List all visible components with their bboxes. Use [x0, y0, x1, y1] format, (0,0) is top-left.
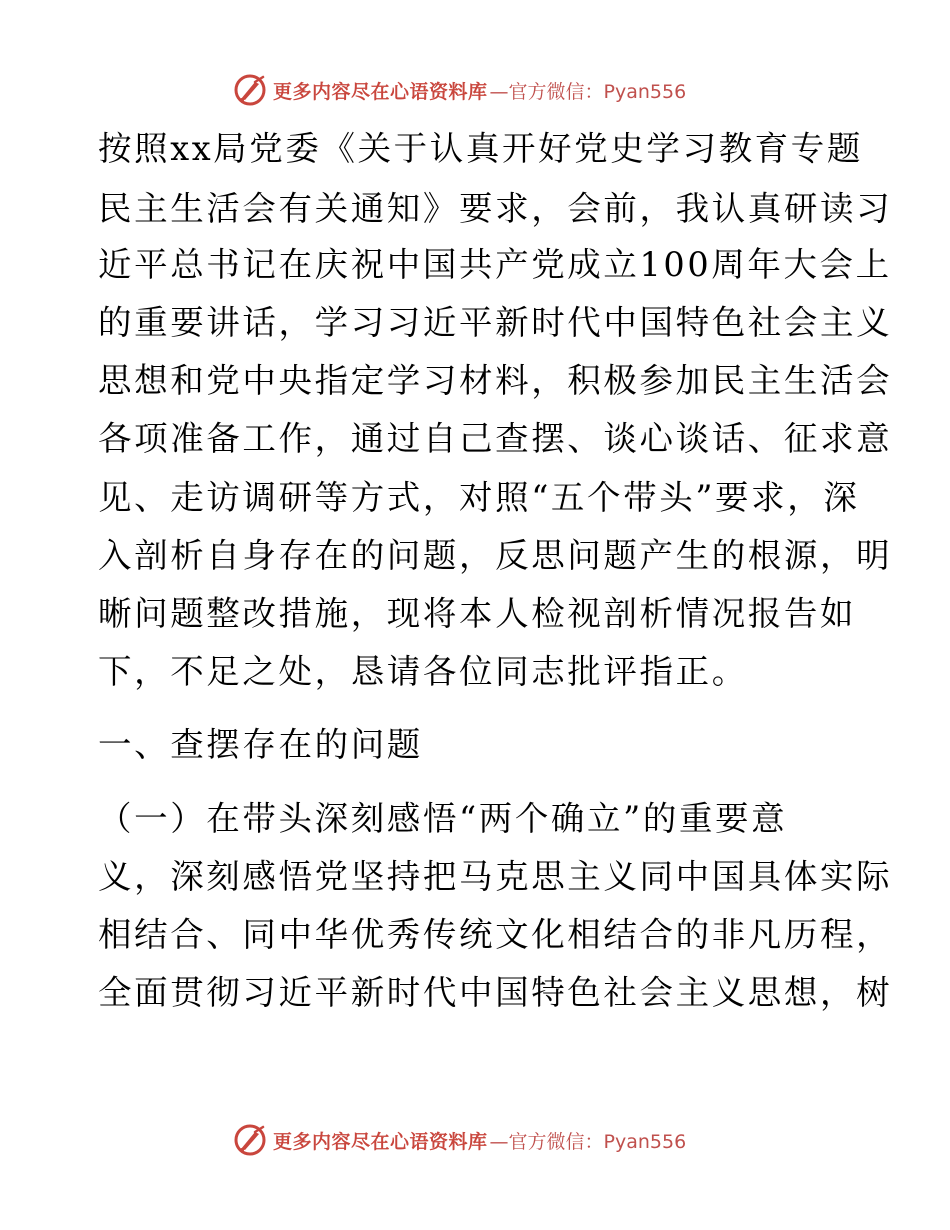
body-line: 思想和党中央指定学习材料，积极参加民主生活会 — [98, 361, 893, 400]
body-line: 相结合、同中华优秀传统文化相结合的非凡历程， — [98, 915, 893, 954]
quill-pen-circle-icon — [233, 73, 267, 107]
body-line: 的重要讲话，学习习近平新时代中国特色社会主义 — [98, 303, 893, 342]
section-heading: 一、查摆存在的问题 — [98, 725, 423, 764]
footer-contact-text: —官方微信：Pyan556 — [489, 1130, 687, 1153]
body-line: 近平总书记在庆祝中国共产党成立100周年大会上 — [98, 245, 892, 284]
body-line: 各项准备工作，通过自己查摆、谈心谈话、征求意 — [98, 419, 893, 458]
body-line: 晰问题整改措施，现将本人检视剖析情况报告如 — [98, 594, 857, 633]
quill-pen-circle-icon — [233, 1123, 267, 1157]
body-line: 义，深刻感悟党坚持把马克思主义同中国具体实际 — [98, 857, 893, 896]
header-banner — [233, 70, 686, 110]
subsection-heading: （一）在带头深刻感悟“两个确立”的重要意 — [98, 799, 788, 838]
body-line: 见、走访调研等方式，对照“五个带头”要求，深 — [98, 478, 860, 517]
footer-brand-text: 更多内容尽在心语资料库 — [273, 1130, 488, 1153]
header-brand-text: 更多内容尽在心语资料库 — [273, 80, 488, 103]
body-line: 按照xx局党委《关于认真开好党史学习教育专题 — [98, 129, 863, 168]
header-contact-text: —官方微信：Pyan556 — [489, 80, 687, 103]
body-line: 民主生活会有关通知》要求，会前，我认真研读习 — [98, 189, 893, 228]
footer-banner — [233, 1120, 686, 1160]
body-line: 全面贯彻习近平新时代中国特色社会主义思想，树 — [98, 973, 893, 1012]
body-line: 下，不足之处，恳请各位同志批评指正。 — [98, 652, 748, 691]
body-line: 入剖析自身存在的问题，反思问题产生的根源，明 — [98, 536, 893, 575]
